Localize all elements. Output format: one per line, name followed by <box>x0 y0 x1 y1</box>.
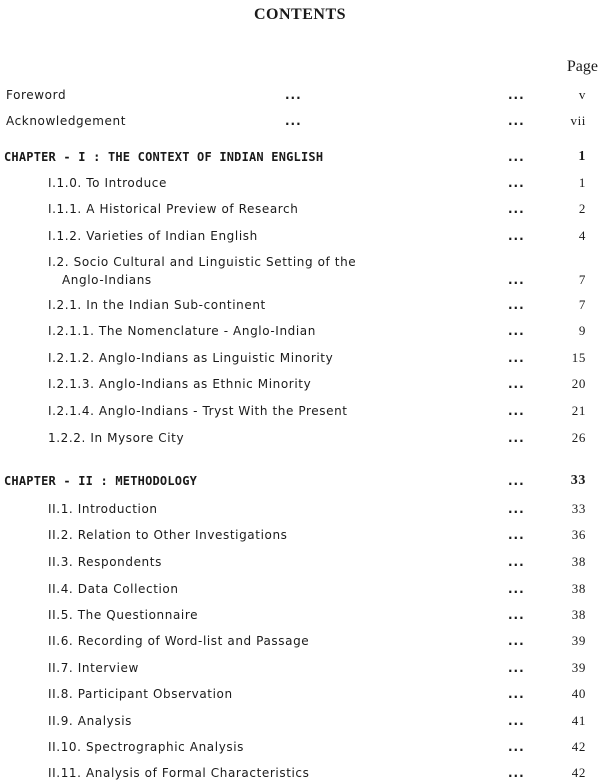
entry-page: 2 <box>578 201 586 216</box>
chapter-label: CHAPTER - I : THE CONTEXT OF INDIAN ENGLISH <box>4 150 324 164</box>
entry-label: I.2.1.4. Anglo-Indians - Tryst With the Present <box>48 404 348 418</box>
entry-page: 40 <box>571 686 586 701</box>
toc-entry <box>0 500 600 518</box>
entry-page: 39 <box>571 660 586 675</box>
entry-label: I.2.1.1. The Nomenclature - Anglo-Indian <box>48 324 316 338</box>
leader-dots: ... <box>508 88 525 102</box>
entry-label: II.4. Data Collection <box>48 582 179 596</box>
entry-label: II.8. Participant Observation <box>48 687 233 701</box>
entry-page: 21 <box>571 403 586 418</box>
leader-dots: ... <box>508 634 525 648</box>
entry-page: 42 <box>571 739 586 754</box>
entry-page: vii <box>570 113 586 128</box>
chapter-label: CHAPTER - II : METHODOLOGY <box>4 474 198 488</box>
toc-entry <box>0 200 600 218</box>
entry-page: 1 <box>578 175 586 190</box>
entry-label: II.11. Analysis of Formal Characteristics <box>48 766 310 780</box>
leader-dots: ... <box>508 474 525 488</box>
entry-page: 38 <box>571 607 586 622</box>
contents-title: CONTENTS <box>253 6 347 23</box>
toc-entry <box>0 712 600 730</box>
entry-page: 1 <box>578 149 586 164</box>
toc-entry-acknowledgement <box>0 112 600 130</box>
entry-label: II.3. Respondents <box>48 555 162 569</box>
leader-dots: ... <box>508 714 525 728</box>
toc-chapter-1 <box>0 148 600 166</box>
leader-dots: ... <box>285 114 302 128</box>
entry-label: II.5. The Questionnaire <box>48 608 199 622</box>
toc-entry <box>0 659 600 677</box>
leader-dots: ... <box>508 766 525 780</box>
leader-dots: ... <box>508 298 525 312</box>
entry-page: 33 <box>571 501 586 516</box>
leader-dots: ... <box>508 661 525 675</box>
leader-dots: ... <box>508 502 525 516</box>
entry-label: I.2.1.2. Anglo-Indians as Linguistic Minority <box>48 351 334 365</box>
entry-label <box>48 253 356 289</box>
leader-dots: ... <box>508 273 525 287</box>
toc-entry <box>0 632 600 650</box>
entry-label: 1.2.2. In Mysore City <box>48 431 185 445</box>
entry-label: I.2.1. In the Indian Sub-continent <box>48 298 266 312</box>
entry-page: 20 <box>571 376 586 391</box>
toc-entry <box>0 253 600 289</box>
entry-label-line1: I.2. Socio Cultural and Linguistic Setting of the <box>48 255 357 269</box>
leader-dots: ... <box>508 582 525 596</box>
entry-page: 33 <box>570 473 586 488</box>
toc-entry <box>0 402 600 420</box>
entry-page: 39 <box>571 633 586 648</box>
entry-label-line2: Anglo-Indians <box>62 273 152 287</box>
entry-page: 9 <box>578 323 586 338</box>
toc-entry <box>0 296 600 314</box>
entry-label: I.1.2. Varieties of Indian English <box>48 229 258 243</box>
leader-dots: ... <box>285 88 302 102</box>
leader-dots: ... <box>508 404 525 418</box>
entry-label: I.1.1. A Historical Preview of Research <box>48 202 299 216</box>
toc-entry <box>0 375 600 393</box>
leader-dots: ... <box>508 377 525 391</box>
entry-label: Foreword <box>6 88 67 102</box>
toc-entry <box>0 174 600 192</box>
entry-label: I.2.1.3. Anglo-Indians as Ethnic Minority <box>48 377 312 391</box>
leader-dots: ... <box>508 687 525 701</box>
entry-page: v <box>578 87 586 102</box>
toc-entry <box>0 349 600 367</box>
entry-page: 42 <box>571 765 586 780</box>
toc-entry <box>0 227 600 245</box>
page-column-header: Page <box>566 58 598 75</box>
entry-page: 7 <box>578 272 586 287</box>
leader-dots: ... <box>508 202 525 216</box>
leader-dots: ... <box>508 176 525 190</box>
toc-entry-foreword <box>0 86 600 104</box>
leader-dots: ... <box>508 324 525 338</box>
entry-label: II.2. Relation to Other Investigations <box>48 528 288 542</box>
leader-dots: ... <box>508 555 525 569</box>
toc-entry <box>0 322 600 340</box>
toc-entry <box>0 429 600 447</box>
entry-page: 38 <box>571 554 586 569</box>
entry-page: 41 <box>571 713 586 728</box>
leader-dots: ... <box>508 229 525 243</box>
entry-page: 7 <box>578 297 586 312</box>
entry-label: II.7. Interview <box>48 661 139 675</box>
entry-label: I.1.0. To Introduce <box>48 176 167 190</box>
toc-entry <box>0 685 600 703</box>
entry-label: II.9. Analysis <box>48 714 132 728</box>
toc-entry <box>0 738 600 756</box>
leader-dots: ... <box>508 431 525 445</box>
leader-dots: ... <box>508 740 525 754</box>
leader-dots: ... <box>508 608 525 622</box>
leader-dots: ... <box>508 114 525 128</box>
entry-page: 26 <box>571 430 586 445</box>
toc-entry <box>0 764 600 782</box>
toc-entry <box>0 606 600 624</box>
toc-entry <box>0 526 600 544</box>
entry-page: 36 <box>571 527 586 542</box>
entry-label: II.6. Recording of Word-list and Passage <box>48 634 310 648</box>
entry-label: II.10. Spectrographic Analysis <box>48 740 245 754</box>
toc-chapter-2 <box>0 472 600 490</box>
leader-dots: ... <box>508 351 525 365</box>
entry-page: 4 <box>578 228 586 243</box>
entry-page: 15 <box>571 350 586 365</box>
toc-entry <box>0 553 600 571</box>
leader-dots: ... <box>508 528 525 542</box>
toc-entry <box>0 580 600 598</box>
entry-page: 38 <box>571 581 586 596</box>
entry-label: II.1. Introduction <box>48 502 158 516</box>
entry-label: Acknowledgement <box>6 114 127 128</box>
leader-dots: ... <box>508 150 525 164</box>
